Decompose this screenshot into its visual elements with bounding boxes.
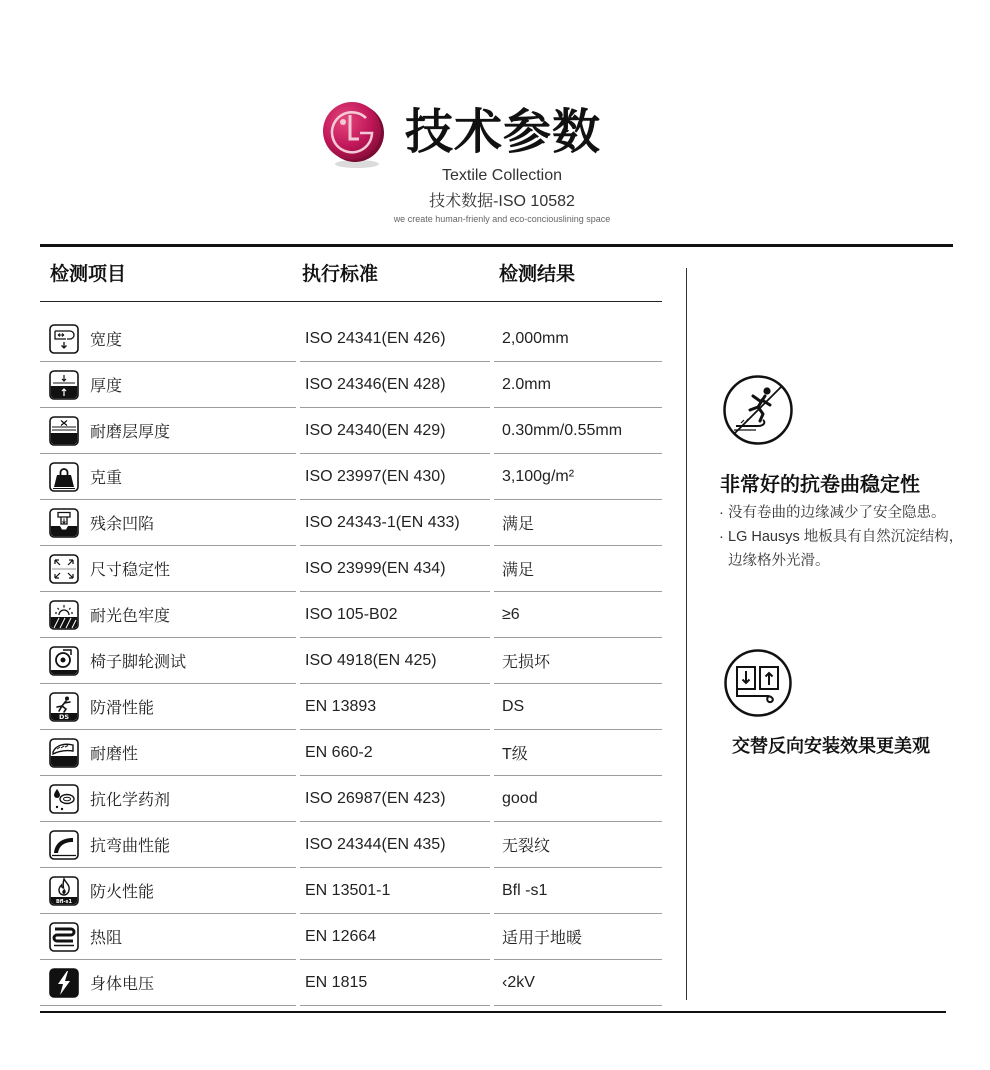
bullet-text: 边缘格外光滑。: [728, 553, 830, 569]
item-cell: [40, 454, 296, 500]
result-value: ≥6: [502, 605, 520, 623]
table-row: [40, 408, 662, 454]
standard-cell: [300, 638, 490, 684]
result-value: 3,100g/m²: [502, 467, 575, 485]
standard-value: ISO 24343-1(EN 433): [305, 513, 460, 531]
result-cell: [494, 960, 662, 1006]
result-value: ‹2kV: [502, 973, 535, 991]
result-value: 满足: [502, 516, 535, 533]
item-label: 厚度: [90, 378, 123, 395]
standard-value: ISO 23999(EN 434): [305, 559, 446, 577]
weight-icon: [49, 462, 79, 492]
item-label: 防滑性能: [90, 700, 155, 717]
item-cell: [40, 408, 296, 454]
residual-indentation-icon: [49, 508, 79, 538]
dimensional-stability-icon: [49, 554, 79, 584]
standard-value: ISO 26987(EN 423): [305, 789, 446, 807]
result-value: 无裂纹: [502, 838, 551, 855]
thickness-icon: [49, 370, 79, 400]
standard-value: EN 13501-1: [305, 881, 391, 899]
slip-resistance-icon: [49, 692, 79, 722]
feature-title: 交替反向安装效果更美观: [732, 736, 930, 756]
standard-cell: [300, 546, 490, 592]
item-cell: [40, 868, 296, 914]
standard-value: ISO 24340(EN 429): [305, 421, 446, 439]
item-label: 耐磨层厚度: [90, 424, 171, 441]
bullet-item: [728, 525, 963, 573]
result-cell: [494, 868, 662, 914]
table-row: [40, 638, 662, 684]
fire-icon: [49, 876, 79, 906]
item-cell: [40, 316, 296, 362]
standard-cell: [300, 960, 490, 1006]
result-value: 满足: [502, 562, 535, 579]
bullet-text: · 没有卷曲的边缘减少了安全隐患。: [728, 505, 946, 521]
top-divider: [40, 244, 953, 247]
table-row: [40, 316, 662, 362]
vertical-divider: [686, 268, 687, 1000]
item-cell: [40, 684, 296, 730]
result-cell: [494, 914, 662, 960]
castor-chair-icon: [49, 646, 79, 676]
standard-value: ISO 23997(EN 430): [305, 467, 446, 485]
item-cell: [40, 776, 296, 822]
tagline: we create human-frienly and eco-conciouslining space: [393, 214, 611, 224]
table-row: [40, 546, 662, 592]
slip-icon-caption: DS: [58, 712, 70, 721]
result-cell: [494, 822, 662, 868]
standard-subtitle: 技术数据-ISO 10582: [429, 193, 575, 210]
standard-cell: [300, 914, 490, 960]
standard-cell: [300, 684, 490, 730]
result-cell: [494, 500, 662, 546]
header-divider: [40, 301, 662, 302]
item-cell: [40, 960, 296, 1006]
spec-table: [40, 316, 662, 1006]
standard-value: ISO 4918(EN 425): [305, 651, 437, 669]
result-value: DS: [502, 697, 525, 715]
table-row: [40, 730, 662, 776]
standard-cell: [300, 454, 490, 500]
table-row: [40, 500, 662, 546]
item-label: 抗弯曲性能: [90, 838, 171, 855]
item-label: 尺寸稳定性: [90, 562, 171, 579]
item-cell: [40, 362, 296, 408]
item-label: 克重: [90, 470, 123, 487]
result-cell: [494, 454, 662, 500]
table-row: [40, 960, 662, 1006]
standard-cell: [300, 408, 490, 454]
standard-cell: [300, 868, 490, 914]
feature-bullets: [728, 501, 963, 573]
standard-value: ISO 24341(EN 426): [305, 329, 446, 347]
table-row: [40, 684, 662, 730]
table-row: [40, 914, 662, 960]
electrostatic-icon: [49, 968, 79, 998]
bottom-divider: [40, 1011, 946, 1013]
result-cell: [494, 546, 662, 592]
table-row: [40, 822, 662, 868]
column-header-standard: 执行标准: [302, 264, 379, 285]
table-row: [40, 362, 662, 408]
result-value: Bfl -s1: [502, 881, 548, 899]
abrasion-icon: [49, 738, 79, 768]
item-label: 耐光色牢度: [90, 608, 171, 625]
standard-value: ISO 105-B02: [305, 605, 398, 623]
result-cell: [494, 730, 662, 776]
feature-title: 非常好的抗卷曲稳定性: [720, 474, 920, 496]
alternate-installation-icon: [723, 648, 793, 718]
standard-cell: [300, 362, 490, 408]
column-header-item: 检测项目: [50, 264, 127, 285]
item-cell: [40, 914, 296, 960]
item-label: 防火性能: [90, 884, 155, 901]
item-cell: [40, 546, 296, 592]
item-label: 热阻: [90, 930, 123, 947]
standard-value: EN 13893: [305, 697, 377, 715]
table-row: [40, 776, 662, 822]
result-value: 2,000mm: [502, 329, 569, 347]
standard-cell: [300, 592, 490, 638]
result-value: 2.0mm: [502, 375, 551, 393]
table-row: [40, 868, 662, 914]
thermal-resistance-icon: [49, 922, 79, 952]
item-label: 残余凹陷: [90, 516, 155, 533]
item-cell: [40, 730, 296, 776]
bullet-item: [728, 501, 963, 525]
table-row: [40, 454, 662, 500]
flexibility-icon: [49, 830, 79, 860]
standard-cell: [300, 500, 490, 546]
result-cell: [494, 684, 662, 730]
standard-value: ISO 24344(EN 435): [305, 835, 446, 853]
result-value: 无损坏: [502, 654, 551, 671]
collection-subtitle: Textile Collection: [441, 167, 563, 184]
standard-value: ISO 24346(EN 428): [305, 375, 446, 393]
chemical-resistance-icon: [49, 784, 79, 814]
result-cell: [494, 638, 662, 684]
width-icon: [49, 324, 79, 354]
result-cell: [494, 592, 662, 638]
item-label: 抗化学药剂: [90, 792, 171, 809]
standard-value: EN 1815: [305, 973, 368, 991]
light-fastness-icon: [49, 600, 79, 630]
result-value: good: [502, 789, 538, 807]
bullet-text: · LG Hausys 地板具有自然沉淀结构，: [728, 529, 964, 545]
standard-value: EN 660-2: [305, 743, 373, 761]
fire-icon-caption: Bfl-s1: [55, 898, 73, 905]
result-cell: [494, 362, 662, 408]
result-cell: [494, 316, 662, 362]
page-title: 技术参数: [405, 106, 602, 159]
standard-cell: [300, 822, 490, 868]
table-row: [40, 592, 662, 638]
column-header-result: 检测结果: [499, 264, 576, 285]
item-cell: [40, 638, 296, 684]
standard-cell: [300, 730, 490, 776]
lg-logo: [322, 98, 386, 170]
result-cell: [494, 408, 662, 454]
anti-curl-slip-icon: [722, 374, 794, 446]
standard-cell: [300, 776, 490, 822]
standard-cell: [300, 316, 490, 362]
item-cell: [40, 822, 296, 868]
item-label: 椅子脚轮测试: [90, 654, 187, 671]
item-label: 耐磨性: [90, 746, 139, 763]
result-value: 适用于地暖: [502, 930, 583, 947]
item-label: 宽度: [90, 332, 123, 349]
result-value: 0.30mm/0.55mm: [502, 421, 623, 439]
item-cell: [40, 592, 296, 638]
item-cell: [40, 500, 296, 546]
wear-layer-thickness-icon: [49, 416, 79, 446]
item-label: 身体电压: [90, 976, 155, 993]
result-cell: [494, 776, 662, 822]
result-value: T级: [502, 746, 528, 763]
standard-value: EN 12664: [305, 927, 377, 945]
